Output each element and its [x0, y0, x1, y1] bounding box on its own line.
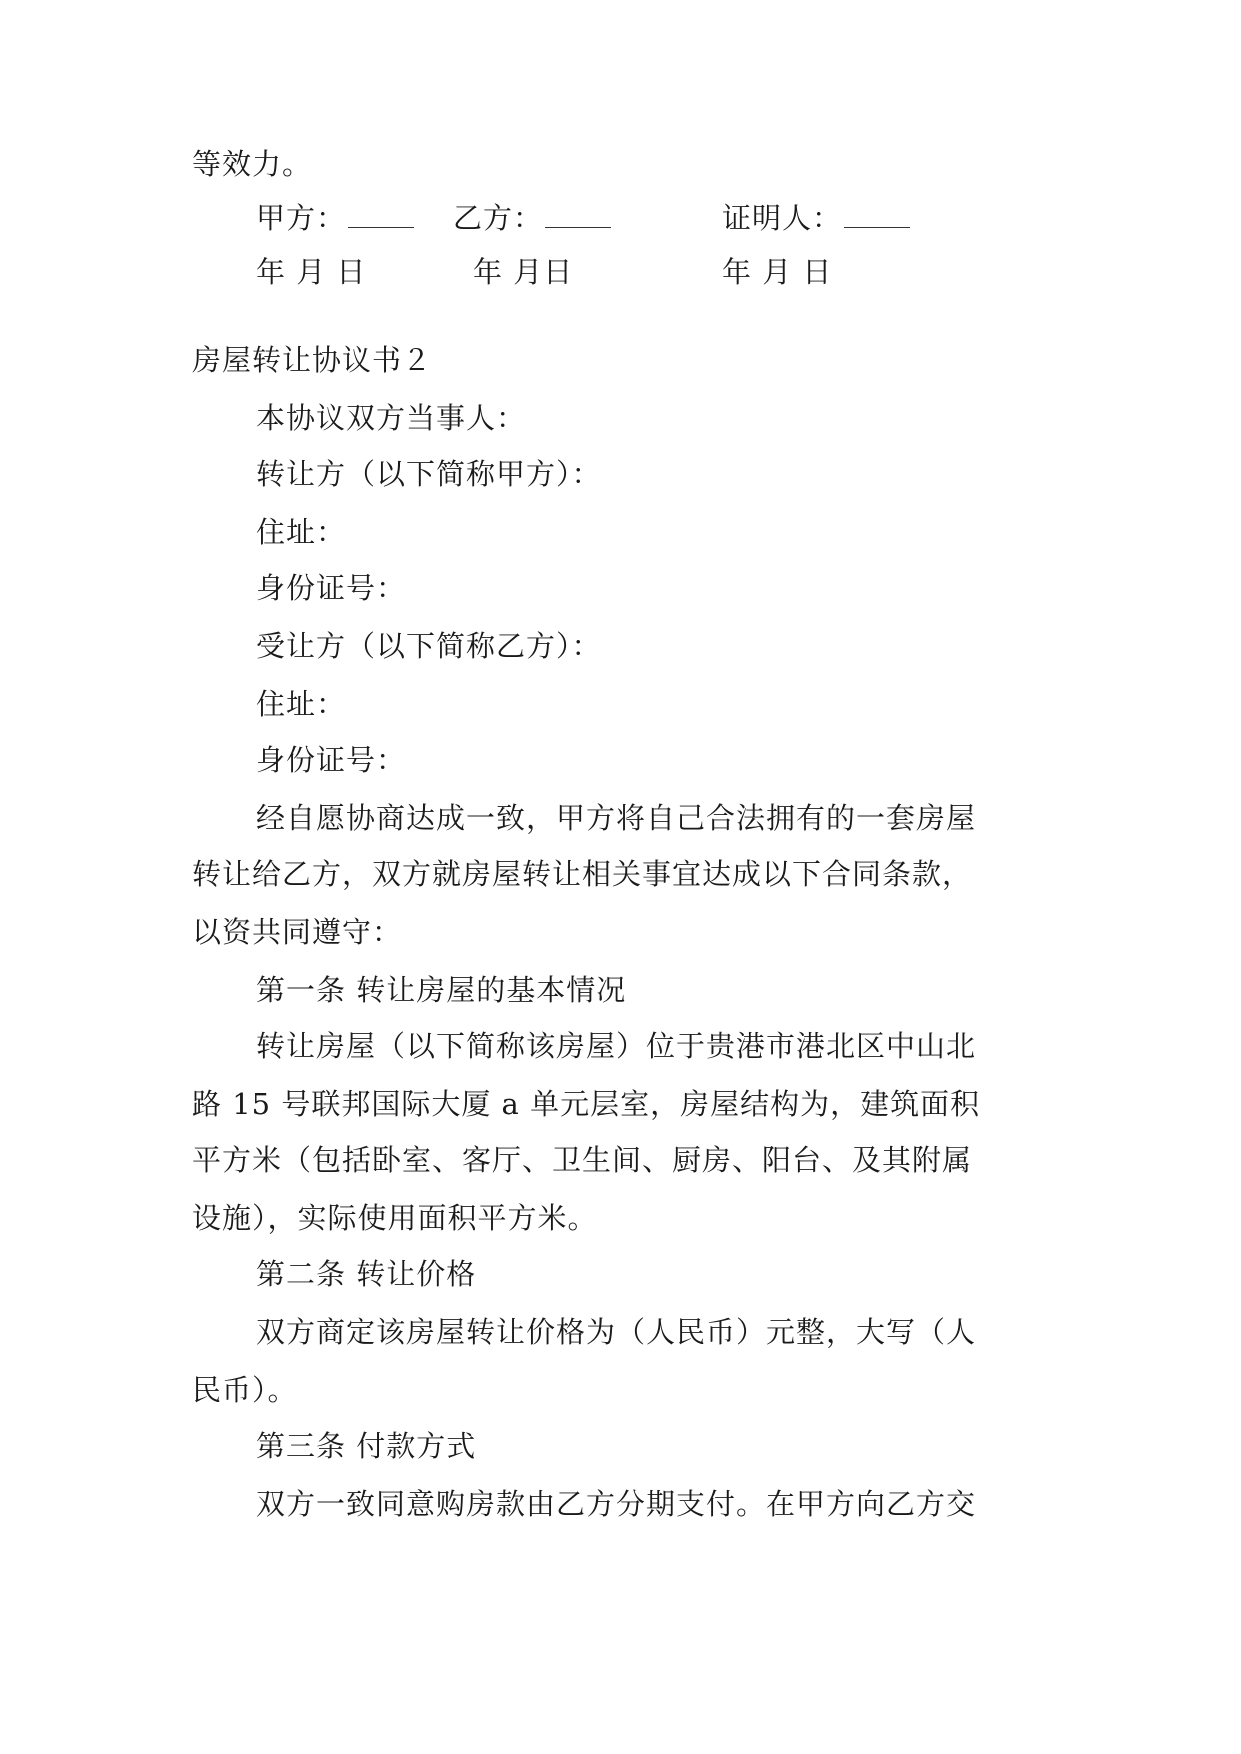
paragraph-line: 民币）。	[192, 1373, 298, 1407]
witness-signature	[722, 198, 910, 238]
paragraph-line: 住址：	[256, 515, 347, 549]
paragraph-line: 等效力。	[192, 147, 313, 181]
signature-blank	[348, 219, 414, 228]
signature-blank	[844, 219, 910, 228]
paragraph-line: 住址：	[256, 687, 347, 721]
party-a-signature	[256, 198, 414, 238]
party-a-label: 甲方：	[256, 201, 347, 235]
article-heading: 第二条 转让价格	[256, 1257, 477, 1291]
paragraph-line: 转让给乙方，双方就房屋转让相关事宜达成以下合同条款，	[192, 857, 973, 891]
party-b-label: 乙方：	[453, 201, 544, 235]
witness-label: 证明人：	[722, 201, 843, 235]
paragraph-line: 经自愿协商达成一致，甲方将自己合法拥有的一套房屋	[256, 801, 977, 835]
paragraph-line: 转让房屋（以下简称该房屋）位于贵港市港北区中山北	[256, 1029, 977, 1063]
paragraph-line: 转让方（以下简称甲方）：	[256, 457, 602, 491]
paragraph-line: 受让方（以下简称乙方）：	[256, 629, 602, 663]
paragraph-line: 路 15 号联邦国际大厦 a 单元层室，房屋结构为，建筑面积	[192, 1087, 981, 1121]
signature-row	[256, 198, 1056, 238]
paragraph-line: 双方商定该房屋转让价格为（人民币）元整，大写（人	[256, 1315, 977, 1349]
paragraph-line: 平方米（包括卧室、客厅、卫生间、厨房、阳台、及其附属	[192, 1143, 973, 1177]
date-row	[256, 252, 1056, 292]
paragraph-line: 双方一致同意购房款由乙方分期支付。在甲方向乙方交	[256, 1487, 977, 1521]
paragraph-line: 本协议双方当事人：	[256, 401, 527, 435]
paragraph-line: 身份证号：	[256, 571, 407, 605]
date-witness: 年 月 日	[722, 255, 833, 289]
party-b-signature	[453, 198, 611, 238]
section-title: 房屋转让协议书２	[192, 343, 433, 377]
article-heading: 第一条 转让房屋的基本情况	[256, 973, 627, 1007]
paragraph-line: 设施），实际使用面积平方米。	[192, 1201, 598, 1235]
date-party-a: 年 月 日	[256, 255, 367, 289]
signature-blank	[545, 219, 611, 228]
article-heading: 第三条 付款方式	[256, 1429, 477, 1463]
paragraph-line: 以资共同遵守：	[192, 915, 403, 949]
paragraph-line: 身份证号：	[256, 743, 407, 777]
date-party-b: 年 月日	[473, 255, 574, 289]
